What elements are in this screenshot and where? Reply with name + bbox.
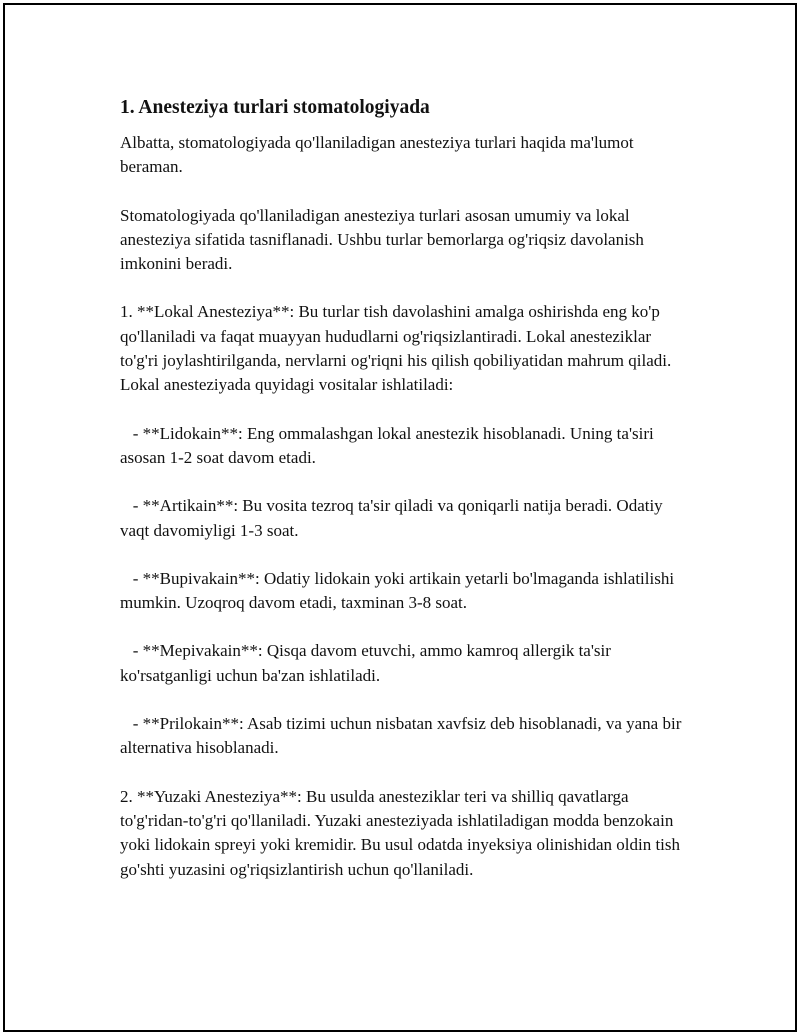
lidokain-item: - **Lidokain**: Eng ommalashgan lokal anestezik hisoblanadi. Uning ta'siri asosan 1-2 soat davom etadi. — [120, 423, 658, 467]
local-anesthesia-paragraph: 1. **Lokal Anesteziya**: Bu turlar tish davolashini amalga oshirishda eng ko'p qo'llaniladi va faqat muayyan hududlarni og'riqsizlantiradi. Lokal anesteziklar to'g'ri joylashtirilganda, nervlarni og'riqni his qilish qobiliyatidan mahrum qiladi. Lokal anesteziyada quyidagi vositalar ishlatiladi: — [120, 302, 672, 395]
artikain-item: - **Artikain**: Bu vosita tezroq ta'sir qiladi va qoniqarli natija beradi. Odatiy vaqt davomiyligi 1-3 soat. — [120, 496, 667, 540]
classification-paragraph: Stomatologiyada qo'llaniladigan anesteziya turlari asosan umumiy va lokal anesteziya sifatida tasniflanadi. Ushbu turlar bemorlarga og'riqsiz davolanish imkonini beradi. — [120, 205, 644, 274]
document-title: 1. Anesteziya turlari stomatologiyada — [120, 97, 430, 118]
bupivakain-item: - **Bupivakain**: Odatiy lidokain yoki artikain yetarli bo'lmaganda ishlatilishi mumkin. Uzoqroq davom etadi, taxminan 3-8 soat. — [120, 568, 679, 613]
intro-paragraph: Albatta, stomatologiyada qo'llaniladigan anesteziya turlari haqida ma'lumot beraman. — [120, 133, 634, 177]
surface-anesthesia-paragraph: 2. **Yuzaki Anesteziya**: Bu usulda anesteziklar teri va shilliq qavatlarga to'g'ridan-to'g'ri qo'llaniladi. Yuzaki anesteziyada ishlatiladigan modda benzokain yoki lidokain spreyi yoki kremidir. Bu usul odatda inyeksiya olinishidan oldin tish go'shti yuzasini og'riqsizlantirish uchun qo'llaniladi. — [120, 786, 681, 879]
document-body — [120, 95, 690, 906]
document-page — [3, 3, 797, 1032]
prilokain-item: - **Prilokain**: Asab tizimi uchun nisbatan xavfsiz deb hisoblanadi, va yana bir alternativa hisoblanadi. — [120, 714, 686, 758]
mepivakain-item: - **Mepivakain**: Qisqa davom etuvchi, ammo kamroq allergik ta'sir ko'rsatganligi uchun ba'zan ishlatiladi. — [120, 641, 616, 685]
